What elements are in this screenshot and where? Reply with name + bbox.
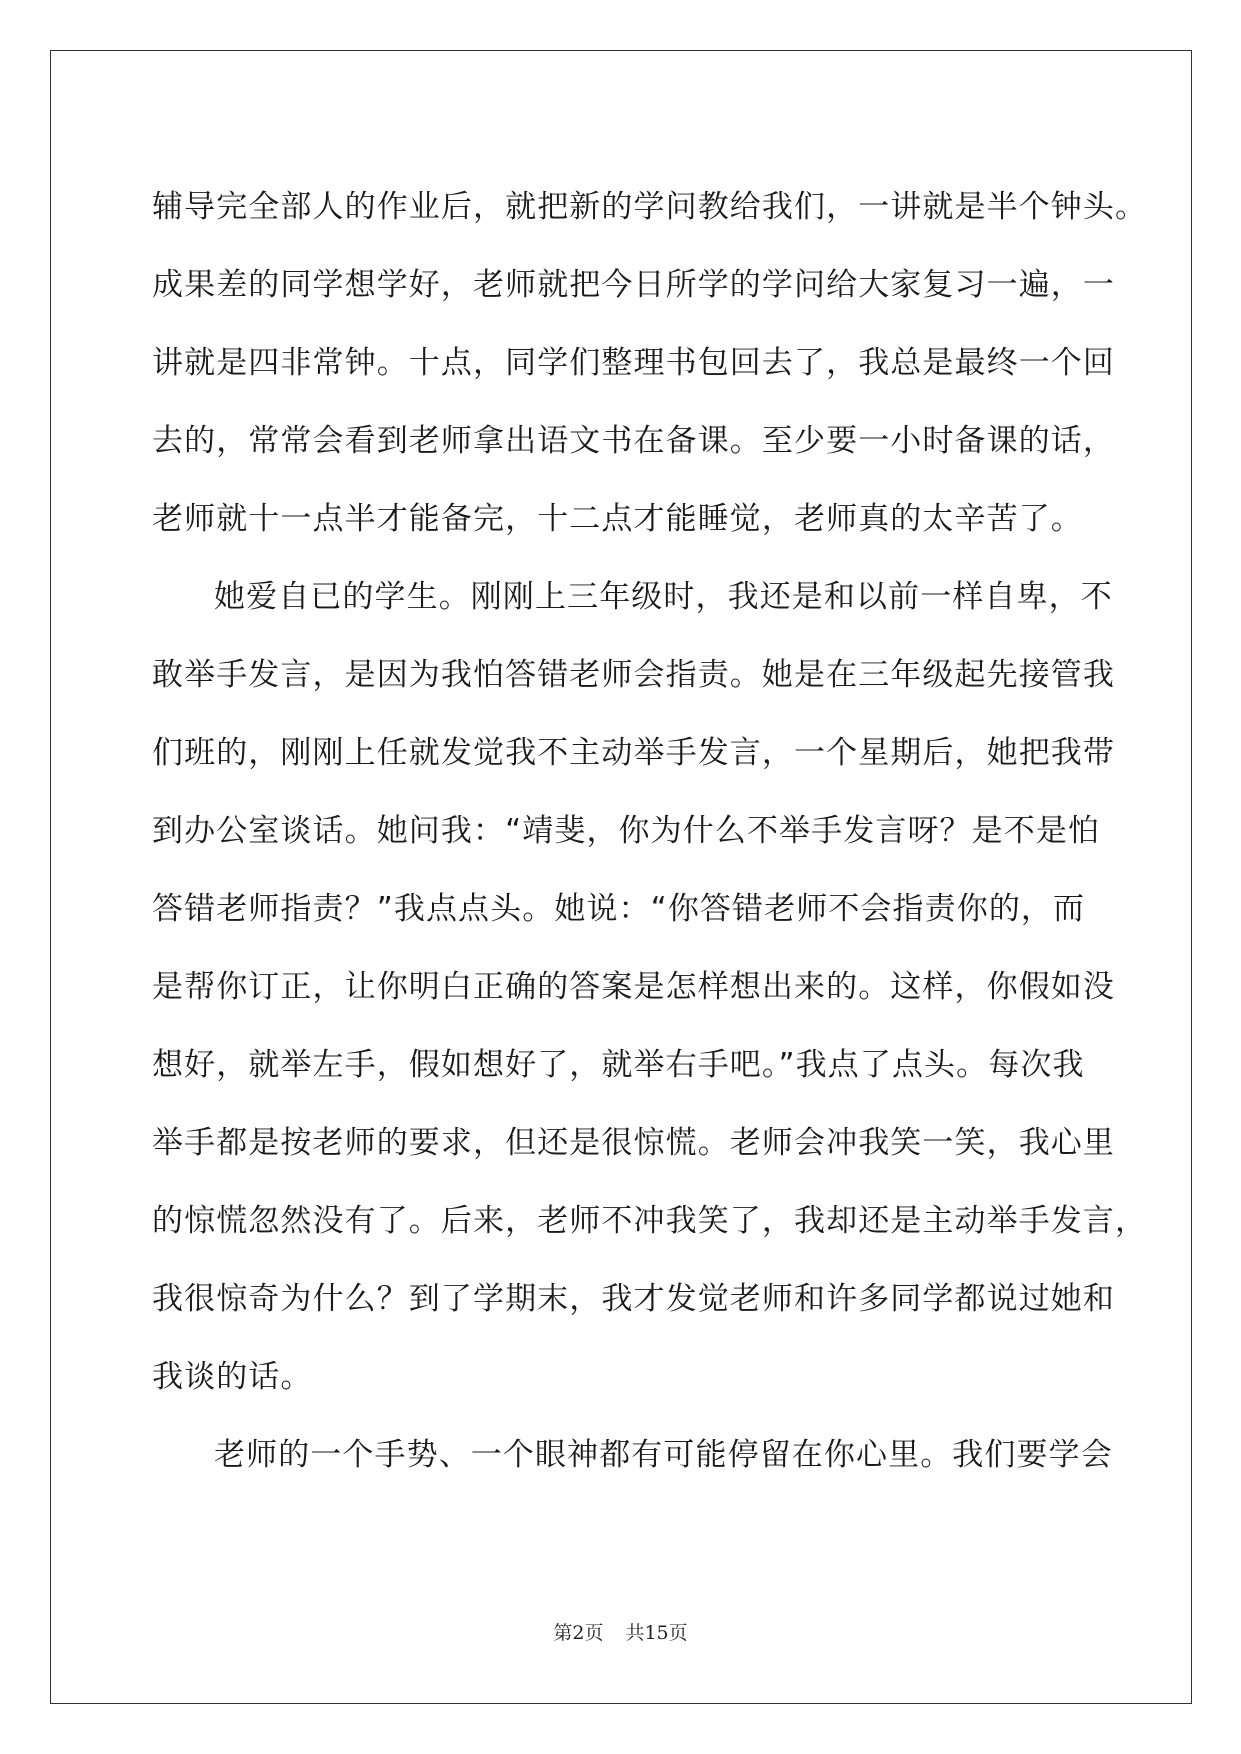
text-line: 是帮你订正，让你明白正确的答案是怎样想出来的。这样，你假如没 [152, 969, 1115, 1005]
page-footer [0, 1618, 1241, 1645]
text-line: 老师就十一点半才能备完，十二点才能睡觉，老师真的太辛苦了。 [152, 501, 1083, 537]
text-line: 到办公室谈话。她问我：“靖斐，你为什么不举手发言呀？是不是怕 [152, 813, 1101, 849]
text-line: 讲就是四非常钟。十点，同学们整理书包回去了，我总是最终一个回 [152, 345, 1115, 381]
text-line: 成果差的同学想学好，老师就把今日所学的学问给大家复习一遍，一 [152, 267, 1115, 303]
paragraph-first-line: 老师的一个手势、一个眼神都有可能停留在你心里。我们要学会 [214, 1437, 1113, 1473]
text-line: 敢举手发言，是因为我怕答错老师会指责。她是在三年级起先接管我 [152, 657, 1115, 693]
text-line: 我很惊奇为什么？到了学期末，我才发觉老师和许多同学都说过她和 [152, 1281, 1115, 1317]
text-line: 去的，常常会看到老师拿出语文书在备课。至少要一小时备课的话， [152, 423, 1115, 459]
text-line: 们班的，刚刚上任就发觉我不主动举手发言，一个星期后，她把我带 [152, 735, 1115, 771]
text-line: 我谈的话。 [152, 1359, 313, 1395]
text-line: 答错老师指责？”我点点头。她说：“你答错老师不会指责你的，而 [152, 891, 1086, 927]
text-line: 举手都是按老师的要求，但还是很惊慌。老师会冲我笑一笑，我心里 [152, 1125, 1115, 1161]
text-line: 的惊慌忽然没有了。后来，老师不冲我笑了，我却还是主动举手发言， [152, 1203, 1148, 1239]
paragraph-first-line: 她爱自已的学生。刚刚上三年级时，我还是和以前一样自卑，不 [214, 579, 1113, 615]
page-number-current: 第2页 [553, 1622, 604, 1644]
document-body [152, 168, 1148, 1494]
text-line: 想好，就举左手，假如想好了，就举右手吧。”我点了点头。每次我 [152, 1047, 1085, 1083]
text-line: 辅导完全部人的作业后，就把新的学问教给我们，一讲就是半个钟头。 [152, 189, 1148, 225]
page-number-total: 共15页 [625, 1622, 688, 1644]
